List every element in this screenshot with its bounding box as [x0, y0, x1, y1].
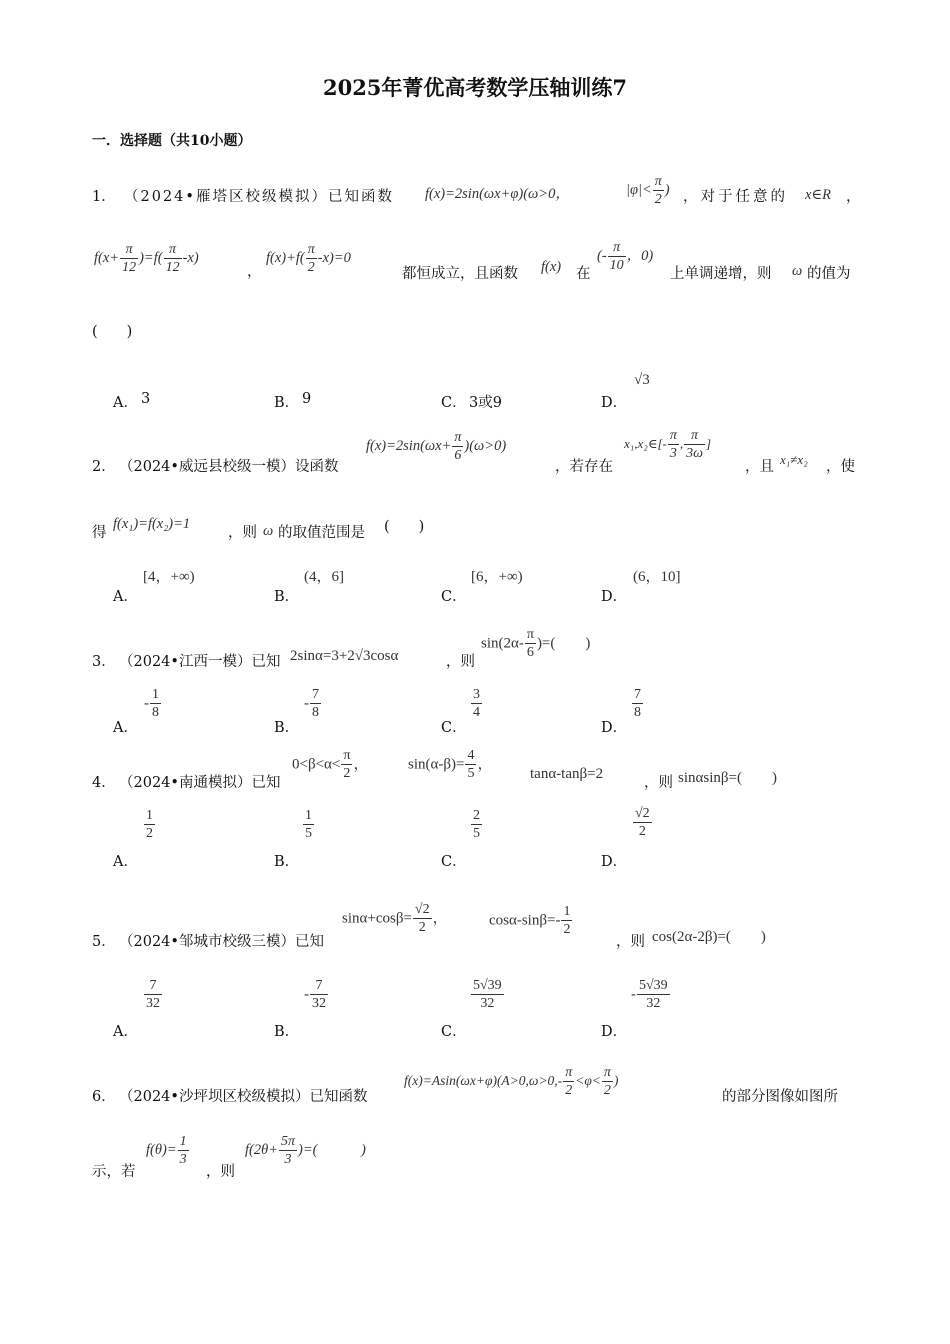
option-label: C．	[441, 720, 467, 736]
question-number: 2．	[92, 459, 116, 475]
option-c-value: 3或9	[469, 395, 502, 411]
question-text: 上单调递增，则	[670, 266, 772, 282]
distinct-condition: x₁≠x₂	[780, 452, 808, 467]
question-text: 都恒成立，且函数	[402, 266, 518, 282]
option-a-value: - $\frac{1}{8}$	[144, 687, 159, 721]
option-label: D．	[601, 720, 628, 736]
page-title: 2025年菁优高考数学压轴训练7	[322, 75, 628, 100]
target-expression: sin(2α- $\frac{\pi}{6}$ )=( )	[481, 627, 591, 661]
question-source: （2024•沙坪坝区校级模拟）已知函数	[119, 1089, 368, 1105]
question-number: 6．	[92, 1089, 116, 1105]
omega-symbol: ω	[792, 263, 803, 279]
option-a-value: $\frac{7}{32}$	[146, 978, 160, 1012]
option-b-value: - $\frac{7}{32}$	[304, 978, 326, 1012]
question-text: 的部分图像如图所	[722, 1089, 838, 1105]
question-text: ，	[247, 264, 262, 280]
option-label: B．	[274, 720, 300, 736]
question-text: ，则	[616, 934, 645, 950]
option-label: B．	[274, 589, 300, 605]
question-source: （2024•邹城市校级三模）已知	[119, 934, 324, 950]
question-text: ，使	[826, 459, 855, 475]
sine-condition: sin(α-β)= $\frac{4}{5}$ ，	[408, 748, 493, 782]
option-label: A．	[113, 589, 138, 605]
option-c-value: $\frac{3}{4}$	[473, 687, 480, 721]
option-b-value: (4，6]	[304, 569, 344, 585]
option-label: C．	[441, 589, 467, 605]
question-text: ，对于任意的	[683, 189, 788, 205]
monotonic-interval: (- $\frac{\pi}{10}$ ，0)	[597, 240, 654, 274]
center-condition: f(x)+f( $\frac{\pi}{2}$ -x)=0	[266, 242, 351, 276]
option-c-value: $\frac{2}{5}$	[473, 808, 480, 842]
function-definition: f(x)=2sin(ωx+φ)(ω>0，	[425, 186, 570, 202]
omega-symbol: ω	[263, 523, 274, 539]
option-label: D．	[601, 854, 628, 870]
given-equation: 2sinα=3+2√3cosα	[290, 648, 399, 664]
option-label: C．	[441, 1024, 467, 1040]
question-text: 的值为	[807, 266, 851, 282]
answer-blank: ( )	[384, 519, 425, 535]
answer-blank: ( )	[92, 324, 133, 340]
question-text: ，则	[228, 525, 257, 541]
option-label: D．	[601, 395, 628, 411]
question-number: 1．	[92, 189, 116, 205]
option-label: D．	[601, 589, 628, 605]
target-expression: cos(2α-2β)=( )	[652, 929, 766, 945]
option-label: A．	[113, 1024, 138, 1040]
target-expression: f(2θ+ $\frac{5\pi}{3}$ )=( )	[245, 1134, 366, 1168]
question-text: ，	[846, 189, 861, 205]
sum-condition: sinα+cosβ= $\frac{√2}{2}$ ，	[342, 902, 448, 936]
question-text: 在	[576, 266, 591, 282]
option-b-value: $\frac{1}{5}$	[305, 808, 312, 842]
function-definition: f(x)=2sin(ωx+ $\frac{\pi}{6}$ )(ω>0)	[366, 430, 507, 464]
option-label: A．	[113, 720, 138, 736]
question-text: ，则	[446, 654, 475, 670]
option-label: C．	[441, 395, 467, 411]
function-definition: f(x)=Asin(ωx+φ)(A>0,ω>0,- $\frac{\pi}{2}$ <φ< $\frac{\pi}{2}$ )	[404, 1065, 619, 1099]
question-number: 4．	[92, 775, 116, 791]
symmetry-condition: f(x+ $\frac{\pi}{12}$ )=f( $\frac{\pi}{12}$ -x)	[94, 242, 199, 276]
range-condition: x₁,x₂∈[- $\frac{\pi}{3}$ , $\frac{\pi}{3\omega}$ ]	[624, 428, 712, 462]
question-text: 示，若	[92, 1164, 136, 1180]
question-text: ，若存在	[555, 459, 613, 475]
option-d-value: (6，10]	[633, 569, 681, 585]
angle-condition: 0<β<α< $\frac{\pi}{2}$ ，	[292, 748, 369, 782]
phi-condition: |φ|< $\frac{\pi}{2}$ )	[626, 174, 670, 208]
question-source: （2024•南通模拟）已知	[119, 775, 281, 791]
question-text: 的取值范围是	[278, 525, 365, 541]
tangent-condition: tanα-tanβ=2	[530, 766, 604, 782]
equal-condition: f(x₁)=f(x₂)=1	[113, 516, 191, 532]
option-label: D．	[601, 1024, 628, 1040]
question-number: 3．	[92, 654, 116, 670]
question-source: （2024•威远县校级一模）设函数	[119, 459, 339, 475]
option-a-value: $\frac{1}{2}$	[146, 808, 153, 842]
option-b-value: 9	[302, 391, 312, 407]
function-symbol: f(x)	[541, 259, 562, 275]
option-d-value: - $\frac{5√39}{32}$	[631, 978, 668, 1012]
option-b-value: - $\frac{7}{8}$	[304, 687, 319, 721]
question-text: ，且	[745, 459, 774, 475]
given-value: f(θ)= $\frac{1}{3}$	[146, 1134, 187, 1168]
option-label: B．	[274, 395, 300, 411]
option-d-value: $\frac{√2}{2}$	[635, 806, 650, 840]
option-d-value: $\frac{7}{8}$	[634, 687, 641, 721]
domain-condition: x∈R	[805, 187, 832, 203]
difference-condition: cosα-sinβ=- $\frac{1}{2}$	[489, 904, 571, 938]
option-label: A．	[113, 854, 138, 870]
target-expression: sinαsinβ=( )	[678, 770, 777, 786]
option-c-value: $\frac{5√39}{32}$	[473, 978, 502, 1012]
section-heading: 一．选择题（共10小题）	[92, 133, 252, 149]
question-number: 5．	[92, 934, 116, 950]
option-label: B．	[274, 854, 300, 870]
question-source: （2024•江西一模）已知	[119, 654, 281, 670]
option-d-value: √3	[634, 372, 650, 388]
question-text: ，则	[644, 775, 673, 791]
option-label: C．	[441, 854, 467, 870]
question-text: 得	[92, 525, 107, 541]
question-text: ，则	[206, 1164, 235, 1180]
option-label: B．	[274, 1024, 300, 1040]
option-label: A．	[113, 395, 138, 411]
option-a-value: 3	[141, 391, 151, 407]
question-source: （2024•雁塔区校级模拟）已知函数	[124, 189, 394, 205]
option-c-value: [6，+∞)	[471, 569, 523, 585]
option-a-value: [4，+∞)	[143, 569, 195, 585]
